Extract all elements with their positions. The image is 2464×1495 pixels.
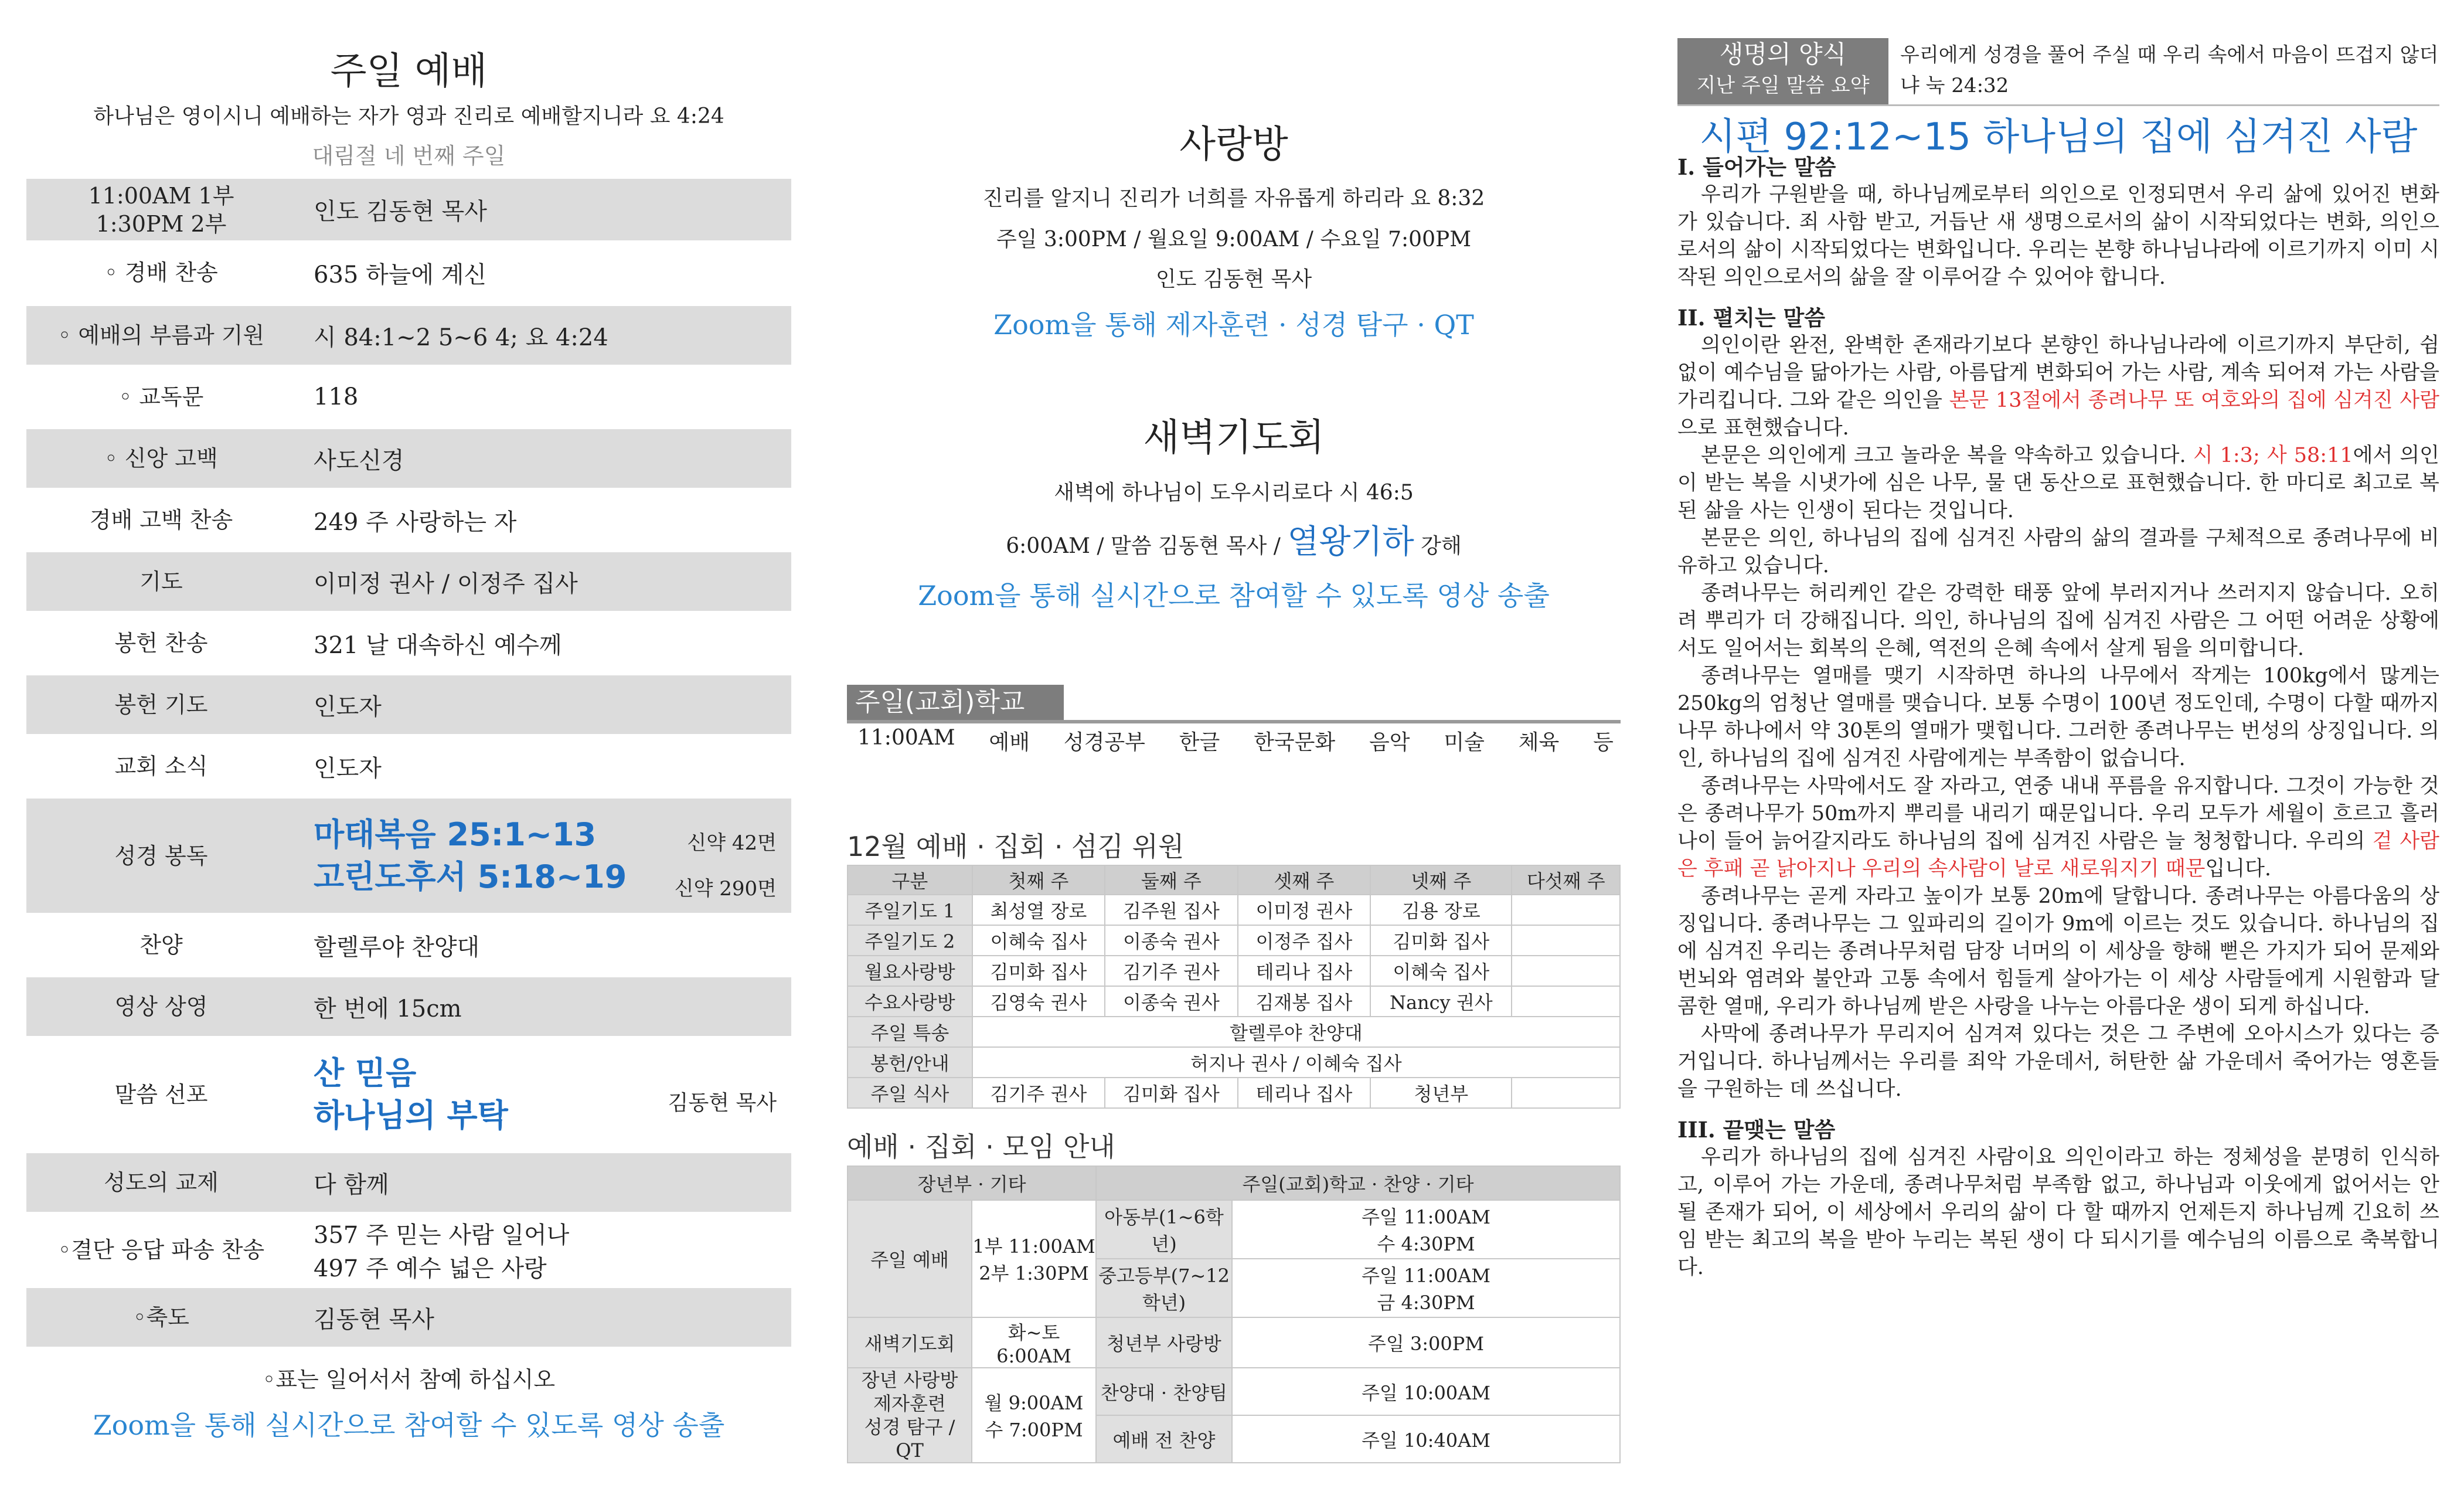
liturgical-week: 대림절 네 번째 주일 xyxy=(312,143,506,169)
table-row: 주일 예배 1부 11:00AM 2부 1:30PM 아동부(1~6학년) 주일 11:00AM 수 4:30PM xyxy=(848,1200,1620,1259)
sarangbang-zoom: Zoom을 통해 제자훈련 · 성경 탐구 · QT xyxy=(993,309,1474,341)
divider xyxy=(1677,104,2439,106)
section-heading: III. 끝맺는 말씀 xyxy=(1677,1117,1836,1143)
table-row: 예배 전 찬양 주일 10:40AM xyxy=(848,1415,1620,1463)
worship-order-column xyxy=(26,0,791,1495)
order-row: 영상 상영 한 번에 15cm xyxy=(26,977,791,1036)
schedule-table: 장년부 · 기타 주일(교회)학교 · 찬양 · 기타 주일 예배 1부 11:00AM 2부 1:30PM 아동부(1~6학년) 주일 11:00AM 수 4:30PM 중고등부(7~12학년) 주일 11:00AM 금 4:30PM 새벽기도회 화~토 6:00AM 청년부 사랑방 주일 3:00PM 장년 사랑방 제자훈련 성경 탐구 / QT 월 9:00AM 수 7:00PM 찬양대 · 찬양팀 주일 10:00AM 예배 전 찬양 주일 10:40AM xyxy=(847,1166,1621,1463)
sunday-school-header: 주일(교회)학교 xyxy=(847,685,1064,720)
sarangbang-verse: 진리를 알지니 진리가 너희를 자유롭게 하리라 요 8:32 xyxy=(982,186,1485,210)
sermon-title-1: 산 믿음 xyxy=(314,1055,417,1092)
table-row: 주일 특송 할렐루야 찬양대 xyxy=(848,1017,1620,1047)
dawn-zoom: Zoom을 통해 실시간으로 참여할 수 있도록 영상 송출 xyxy=(918,580,1550,611)
worship-times: 11:00AM 1부 1:30PM 2부 xyxy=(88,182,234,237)
bread-of-life-label: 생명의 양식 지난 주일 말씀 요약 xyxy=(1677,38,1888,106)
guide-title: 예배 · 집회 · 모임 안내 xyxy=(847,1131,1115,1163)
standing-note: ◦표는 일어서서 참예 하십시오 xyxy=(262,1367,556,1392)
sermon-summary-title: 시편 92:12~15 하나님의 집에 심겨진 사람 xyxy=(1699,115,2418,159)
dawn-line: 6:00AM / 말씀 김동현 목사 / 열왕기하 강해 xyxy=(1006,523,1462,561)
sermon-summary-body: I. 들어가는 말씀 우리가 구원받을 때, 하나님께로부터 의인으로 인정되면서 우리 삶에 있어진 변화가 있습니다. 죄 사함 받고, 거듭난 새 생명으로서의 삶이 시작되었다는 변화, 의인으로서의 삶이 시작되었다는 변화입니다. 우리는 본향 하나님나라에 이르기까지 이미 시작된 의인으로서의 삶을 잘 이루어갈 수 있어야 합니다. II. 펼치는 말씀 의인이란 완전, 완벽한 존재라기보다 본향인 하나님나라에 이르기까지 부단히, 쉼 없이 예수님을 닮아가는 사람, 아름답게 변화되어 가는 사람, 계속 되어져 가는 사람을 가리킵니다. 그와 같은 의인을 본문 13절에서 종려나무 또 여호와의 집에 심겨진 사람으로 표현했습니다. 본문은 의인에게 크고 놀라운 복을 약속하고 있습니다. 시 1:3; 사 58:11에서 의인이 받는 복을 시냇가에 심은 나무, 물 댄 동산으로 표현했습니다. 한 마디로 최고로 복된 삶을 사는 인생이 된다는 것입니다. 본문은 의인, 하나님의 집에 심겨진 사람의 삶의 결과를 구체적으로 종려나무에 비유하고 있습니다. 종려나무는 허리케인 같은 강력한 태풍 앞에 부러지거나 쓰러지지 않습니다. 오히려 뿌리가 더 강해집니다. 의인, 하나님의 집에 심겨진 사람은 그 어떤 어려운 상황에서도 일어서는 회복의 은혜, 역전의 은혜 속에서 살게 됨을 의미합니다. 종려나무는 열매를 맺기 시작하면 하나의 나무에서 작게는 100kg에서 많게는 250kg의 엄청난 열매를 맺습니다. 보통 수명이 100년 정도인데, 수명이 다할 때까지 나무 하나에서 약 30톤의 열매가 맺힙니다. 그러한 종려나무는 번성의 상징입니다. 의인, 하나님의 집에 심겨진 사람에게는 부족함이 없습니다. 종려나무는 사막에서도 잘 자라고, 연중 내내 푸름을 유지합니다. 그것이 가능한 것은 종려나무가 50m까지 뿌리를 내리기 때문입니다. 우리 모두가 세월이 흐르고 흘러 나이 들어 늙어갈지라도 하나님의 집에 심겨진 사람은 늘 청청합니다. 우리의 겉 사람은 후패 곧 낡아지나 우리의 속사람이 날로 새로워지기 때문입니다. 종려나무는 곧게 자라고 높이가 보통 20m에 달합니다. 종려나무는 아름다움의 상징입니다. 종려나무는 그 잎파리의 길이가 9m에 이르는 것도 있습니다. 하나님의 집에 심겨진 우리는 종려나무처럼 담장 너머의 이 세상을 향해 뻗은 가지가 되어 문제와 번뇌와 염려와 불안과 고통 속에서 힘들게 살아가는 이 세상 사람들에게 시원함과 달콤한 열매, 우리가 하나님께 받은 사랑을 나누는 아름다운 생이 되게 하십니다. 사막에 종려나무가 무리지어 심겨져 있다는 것은 그 주변에 오아시스가 있다는 증거입니다. 하나님께서는 우리를 죄악 가운데서, 허탄한 삶 가운데서 죽어가는 영혼들을 구원하는 데 쓰십니다. III. 끝맺는 말씀 우리가 하나님의 집에 심겨진 사람이요 의인이라고 하는 정체성을 분명히 인식하고, 이루어 가는 가운데, 종려나무처럼 부족함 없고, 하나님과 이웃에게 없어서는 안 될 존재가 되어, 이 세상에서 우리의 삶이 다 할 때까지 언제든지 하나님께 긴요히 쓰임 받는 최고의 복을 받아 누리는 복된 생이 다 되시기를 예수님의 이름으로 축복합니다. xyxy=(1677,154,2439,1279)
dawn-prayer-title: 새벽기도회 xyxy=(1143,416,1325,460)
sermon-summary-column xyxy=(1677,0,2439,1495)
worship-time-row xyxy=(26,179,791,240)
order-row: 봉헌 찬송 321 날 대속하신 예수께 xyxy=(114,630,562,659)
order-row: ◦ 교독문 118 xyxy=(118,383,359,410)
worship-verse: 하나님은 영이시니 예배하는 자가 영과 진리로 예배할지니라 요 4:24 xyxy=(93,104,724,128)
dawn-book: 열왕기하 xyxy=(1287,523,1414,561)
sermon-preacher: 김동현 목사 xyxy=(668,1091,777,1115)
gatherings-column xyxy=(847,0,1621,1495)
zoom-notice: Zoom을 통해 실시간으로 참여할 수 있도록 영상 송출 xyxy=(93,1409,725,1441)
order-row: 경배 고백 찬송 249 주 사랑하는 자 xyxy=(89,507,517,536)
section-heading: I. 들어가는 말씀 xyxy=(1677,154,1836,180)
order-row: ◦축도 김동현 목사 xyxy=(26,1288,791,1347)
summary-verse: 우리에게 성경을 풀어 주실 때 우리 속에서 마음이 뜨겁지 않더냐 눅 24:32 xyxy=(1900,43,2439,97)
sarangbang-times: 주일 3:00PM / 월요일 9:00AM / 수요일 7:00PM xyxy=(996,227,1472,252)
worship-title: 주일 예배 xyxy=(330,50,488,93)
table-row: 월요사랑방 김미화 집사 김기주 권사 테리나 집사 이혜숙 집사 xyxy=(848,956,1620,986)
table-row: 장년 사랑방 제자훈련 성경 탐구 / QT 월 9:00AM 수 7:00PM 찬양대 · 찬양팀 주일 10:00AM xyxy=(848,1368,1620,1415)
scripture-ref-2: 고린도후서 5:18~19 xyxy=(314,858,627,895)
table-row: 주일기도 2 이혜숙 집사 이종숙 권사 이정주 집사 김미화 집사 xyxy=(848,925,1620,956)
table-row: 중고등부(7~12학년) 주일 11:00AM 금 4:30PM xyxy=(848,1259,1620,1317)
sunday-school-items: 11:00AM 예배 성경공부 한글 한국문화 음악 미술 체육 등 xyxy=(857,726,1614,755)
december-title: 12월 예배 · 집회 · 섬김 위원 xyxy=(847,831,1185,862)
worship-leader: 인도 김동현 목사 xyxy=(314,198,487,225)
table-row: 주일기도 1 최성열 장로 김주원 집사 이미정 권사 김용 장로 xyxy=(848,895,1620,925)
order-row: 성도의 교제 다 함께 xyxy=(26,1153,791,1212)
sarangbang-leader: 인도 김동현 목사 xyxy=(1155,267,1312,291)
order-row: 찬양 할렐루야 찬양대 xyxy=(139,932,480,961)
table-row: 주일 식사 김기주 권사 김미화 집사 테리나 집사 청년부 xyxy=(848,1078,1620,1108)
sermon-title-2: 하나님의 부탁 xyxy=(314,1097,508,1134)
table-row: 수요사랑방 김영숙 권사 이종숙 권사 김재봉 집사 Nancy 권사 xyxy=(848,986,1620,1017)
section-heading: II. 펼치는 말씀 xyxy=(1677,305,1825,331)
divider xyxy=(847,720,1621,723)
dawn-verse: 새벽에 하나님이 도우시리로다 시 46:5 xyxy=(1054,481,1414,505)
order-row: 봉헌 기도 인도자 xyxy=(26,675,791,734)
scripture-ref-1: 마태복음 25:1~13 xyxy=(314,816,597,853)
table-row: 봉헌/안내 허지나 권사 / 이혜숙 집사 xyxy=(848,1047,1620,1078)
order-row: 기도 이미정 권사 / 이정주 집사 xyxy=(26,552,791,611)
scripture-reading-row: 성경 봉독 마태복음 25:1~13 고린도후서 5:18~19 신약 42면 신약 290면 xyxy=(26,799,791,913)
sermon-row: 말씀 선포 산 믿음 하나님의 부탁 김동현 목사 xyxy=(26,1039,791,1150)
order-row: ◦ 예배의 부름과 기원 시 84:1~2 5~6 4; 요 4:24 xyxy=(26,306,791,365)
order-row: 교회 소식 인도자 xyxy=(114,753,382,782)
order-row: ◦결단 응답 파송 찬송 357 주 믿는 사람 일어나 497 주 예수 넓은 사랑 xyxy=(57,1222,570,1282)
december-table: 구분 첫째 주 둘째 주 셋째 주 넷째 주 다섯째 주 주일기도 1 최성열 장로 김주원 집사 이미정 권사 김용 장로 주일기도 2 이혜숙 집사 이종숙 권사 이정주 집사 김미화 집사 월요사랑방 김미화 집사 김기주 권사 테리나 집사 이혜숙 집사 수요사랑방 김영숙 권사 이종숙 권사 김재봉 집사 Nancy 권사 주일 특송 할렐루야 찬양대 봉헌/안내 허지나 권사 / 이혜숙 집사 주일 식사 김기주 권사 김미화 집사 테리나 집사 청년부 xyxy=(847,865,1621,1109)
order-row: ◦ 경배 찬송 635 하늘에 계신 xyxy=(104,260,486,288)
sarangbang-title: 사랑방 xyxy=(1179,123,1288,167)
order-row: ◦ 신앙 고백 사도신경 xyxy=(26,429,791,488)
table-row: 새벽기도회 화~토 6:00AM 청년부 사랑방 주일 3:00PM xyxy=(848,1317,1620,1368)
